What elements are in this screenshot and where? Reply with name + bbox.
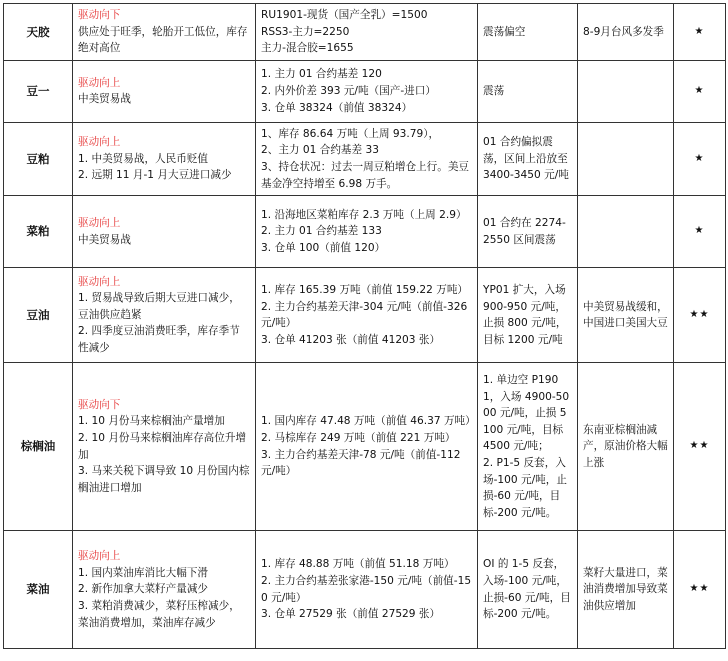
data-item: 3. 仓单 41203 张（前值 41203 张） (261, 333, 441, 346)
driver-direction: 驱动向下 (78, 9, 121, 21)
driver-reason: 2. 四季度豆油消费旺季，库存季节性减少 (78, 325, 240, 355)
data-cell (256, 531, 478, 649)
commodity-name: 豆一 (4, 60, 73, 122)
data-item: 2. 主力 01 合约基差 133 (261, 225, 382, 238)
commodity-name: 豆粕 (4, 122, 73, 195)
risk-item: 中美贸易战缓和，中国进口美国大豆 (583, 300, 668, 330)
data-item: 3. 仓单 38324（前值 38324） (261, 101, 413, 114)
table-row (4, 122, 726, 195)
strategy-cell (478, 363, 578, 531)
driver-cell (73, 122, 256, 195)
driver-reason: 3. 菜粕消费减少，菜籽压榨减少，菜油消费增加，菜油库存减少 (78, 599, 240, 629)
data-cell (256, 363, 478, 531)
rating-stars: ★ (674, 196, 726, 268)
driver-cell (73, 4, 256, 61)
strategy-cell (478, 268, 578, 363)
risk-cell (578, 531, 674, 649)
rating-stars: ★ (674, 122, 726, 195)
strategy-cell (478, 60, 578, 122)
risk-item: 东南亚棕榈油减产，原油价格大幅上涨 (583, 423, 668, 469)
driver-cell (73, 531, 256, 649)
rating-stars: ★★ (674, 268, 726, 363)
strategy-cell (478, 531, 578, 649)
driver-direction: 驱动向上 (78, 76, 121, 89)
strategy-item: 震荡 (483, 84, 505, 97)
data-cell (256, 196, 478, 268)
risk-cell (578, 363, 674, 531)
strategy-cell (478, 4, 578, 61)
strategy-cell (478, 196, 578, 268)
data-item: 2. 马棕库存 249 万吨（前值 221 万吨） (261, 432, 456, 445)
table-body (4, 4, 726, 649)
data-cell (256, 60, 478, 122)
strategy-item: 震荡偏空 (483, 25, 526, 38)
risk-cell (578, 196, 674, 268)
driver-cell (73, 60, 256, 122)
data-item: 1. 国内库存 47.48 万吨（前值 46.37 万吨） (261, 415, 476, 428)
driver-reason: 1. 贸易战导致后期大豆进口减少，豆油供应趋紧 (78, 292, 240, 321)
data-item: 2. 主力合约基差天津-304 元/吨（前值-326 元/吨） (261, 300, 468, 330)
data-cell (256, 122, 478, 195)
commodity-table (3, 3, 726, 649)
driver-cell (73, 196, 256, 268)
data-item: RU1901-现货（国产全乳）=1500 (261, 9, 428, 21)
commodity-name: 棕榈油 (4, 363, 73, 531)
rating-stars: ★ (674, 4, 726, 61)
driver-reason: 2. 10 月份马来棕榈油库存高位升增加 (78, 432, 247, 461)
driver-direction: 驱动向下 (78, 398, 121, 411)
table-row (4, 363, 726, 531)
commodity-name: 菜粕 (4, 196, 73, 268)
strategy-item: 1. 单边空 P1901，入场 4900-5000 元/吨，止损 5100 元/吨，目标 4500 元/吨； (483, 373, 570, 453)
driver-reason: 1. 10 月份马来棕榈油产量增加 (78, 415, 225, 428)
strategy-item: 01 合约偏拟震荡，区间上沿放至 3400-3450 元/吨 (483, 136, 569, 182)
driver-reason: 中美贸易战 (78, 233, 131, 246)
driver-direction: 驱动向上 (78, 550, 121, 563)
risk-item: 8-9月台风多发季 (583, 25, 664, 38)
risk-item: 菜籽大量进口，菜油消费增加导致菜油供应增加 (583, 566, 668, 612)
data-item: 3、持仓状况：过去一周豆粕增仓上行。美豆基金净空持增至 6.98 万手。 (261, 160, 470, 190)
driver-reason: 1. 国内菜油库消比大幅下滑 (78, 566, 209, 579)
driver-cell (73, 268, 256, 363)
rating-stars: ★★ (674, 531, 726, 649)
commodity-name: 天胶 (4, 4, 73, 61)
table-row (4, 4, 726, 61)
data-item: RSS3-主力=2250 (261, 25, 350, 38)
risk-cell (578, 4, 674, 61)
driver-reason: 3. 马来关税下调导致 10 月份国内棕榈油进口增加 (78, 465, 250, 494)
driver-reason: 2. 远期 11 月-1 月大豆进口减少 (78, 169, 232, 182)
table-row (4, 531, 726, 649)
data-item: 1、库存 86.64 万吨（上周 93.79）， (261, 127, 440, 140)
table-row (4, 60, 726, 122)
driver-reason: 中美贸易战 (78, 93, 131, 106)
risk-cell (578, 122, 674, 195)
driver-reason: 供应处于旺季，轮胎开工低位，库存绝对高位 (78, 25, 248, 55)
table-row (4, 196, 726, 268)
driver-cell (73, 363, 256, 531)
data-item: 1. 沿海地区菜粕库存 2.3 万吨（上周 2.9） (261, 208, 467, 221)
rating-stars: ★★ (674, 363, 726, 531)
driver-direction: 驱动向上 (78, 275, 121, 288)
data-item: 3. 仓单 27529 张（前值 27529 张） (261, 608, 441, 621)
risk-cell (578, 60, 674, 122)
driver-direction: 驱动向上 (78, 136, 121, 149)
data-item: 2. 主力合约基差张家港-150 元/吨（前值-150 元/吨） (261, 575, 472, 604)
driver-direction: 驱动向上 (78, 217, 121, 230)
strategy-item: 2. P1-5 反套，入场-100 元/吨，止损-60 元/吨，目标-200 元/吨。 (483, 456, 567, 519)
strategy-item: YP01 扩大，入场 900-950 元/吨，止损 800 元/吨，目标 1200 元/吨 (483, 283, 567, 346)
table-row (4, 268, 726, 363)
data-item: 1. 库存 165.39 万吨（前值 159.22 万吨） (261, 283, 469, 296)
data-cell (256, 268, 478, 363)
commodity-name: 豆油 (4, 268, 73, 363)
data-item: 2、主力 01 合约基差 33 (261, 144, 379, 157)
data-item: 3. 仓单 100（前值 120） (261, 241, 386, 254)
data-item: 2. 内外价差 393 元/吨（国产-进口） (261, 84, 436, 97)
commodity-name: 菜油 (4, 531, 73, 649)
risk-cell (578, 268, 674, 363)
data-item: 3. 主力合约基差天津-78 元/吨（前值-112 元/吨） (261, 448, 461, 478)
data-item: 主力-混合胶=1655 (261, 42, 354, 55)
strategy-item: 01 合约在 2274-2550 区间震荡 (483, 217, 566, 246)
strategy-item: OI 的 1-5 反套，入场-100 元/吨，止损-60 元/吨，目标-200 元/吨。 (483, 558, 571, 621)
strategy-cell (478, 122, 578, 195)
data-item: 1. 主力 01 合约基差 120 (261, 68, 382, 81)
driver-reason: 2. 新作加拿大菜籽产量减少 (78, 583, 209, 596)
driver-reason: 1. 中美贸易战，人民币贬值 (78, 152, 209, 165)
data-cell (256, 4, 478, 61)
rating-stars: ★ (674, 60, 726, 122)
data-item: 1. 库存 48.88 万吨（前值 51.18 万吨） (261, 558, 455, 571)
